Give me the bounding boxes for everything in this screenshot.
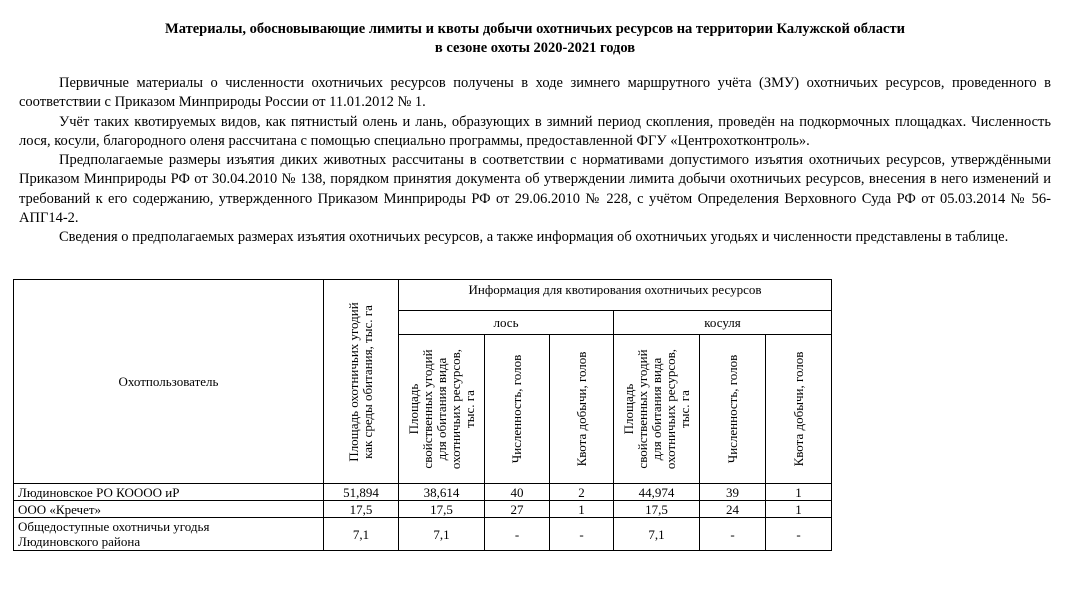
title-line-1: Материалы, обосновывающие лимиты и квоты добычи охотничьих ресурсов на территории Калужской области xyxy=(165,21,905,37)
cell-roe-quota: 1 xyxy=(766,484,832,501)
cell-elk-area: 38,614 xyxy=(399,484,485,501)
document-title xyxy=(0,20,1070,58)
cell-roe-count: - xyxy=(700,518,766,551)
cell-total-area: 7,1 xyxy=(324,518,399,551)
header-elk-quota: Квота добычи, голов xyxy=(550,335,614,484)
header-species-roe-deer: косуля xyxy=(614,311,832,335)
row-user-name: Общедоступные охотничьи угодья Людиновского района xyxy=(14,518,324,551)
cell-roe-area: 7,1 xyxy=(614,518,700,551)
table-row xyxy=(14,518,832,551)
row-user-name: ООО «Кречет» xyxy=(14,501,324,518)
cell-elk-count: 27 xyxy=(485,501,550,518)
row-user-name: Людиновское РО КОООО иР xyxy=(14,484,324,501)
header-quota-info xyxy=(399,280,832,311)
header-roe-quota: Квота добычи, голов xyxy=(766,335,832,484)
paragraph: Сведения о предполагаемых размерах изъятия охотничьих ресурсов, а также информация об охотничьих угодьях и численности представлены в таблице. xyxy=(59,229,1009,246)
header-hunting-user-label: Охотпользователь xyxy=(118,374,219,389)
header-elk-count: Численность, голов xyxy=(485,335,550,484)
header-roe-count: Численность, голов xyxy=(700,335,766,484)
cell-total-area: 17,5 xyxy=(324,501,399,518)
header-total-area xyxy=(324,280,399,484)
cell-total-area: 51,894 xyxy=(324,484,399,501)
header-quota-info-label: Информация для квотирования охотничьих ресурсов xyxy=(468,282,762,297)
cell-roe-quota: - xyxy=(766,518,832,551)
cell-elk-count: - xyxy=(485,518,550,551)
paragraph: Первичные материалы о численности охотничьих ресурсов получены в ходе зимнего маршрутного учёта (ЗМУ) охотничьих ресурсов, проведенного в соответствии с Приказом Минприроды России от 11.01.2012 № 1. xyxy=(19,75,1051,111)
cell-roe-area: 17,5 xyxy=(614,501,700,518)
header-elk-habitat-area: Площадь свойственных угодий для обитания вида охотничьих ресурсов, тыс. га xyxy=(399,335,485,484)
cell-elk-quota: 2 xyxy=(550,484,614,501)
table-row xyxy=(14,484,832,501)
document-body xyxy=(19,74,1051,248)
header-hunting-user xyxy=(14,280,324,484)
header-roe-habitat-area: Площадь свойственных угодий для обитания вида охотничьих ресурсов, тыс. га xyxy=(614,335,700,484)
header-species-elk: лось xyxy=(399,311,614,335)
title-line-2: в сезоне охоты 2020-2021 годов xyxy=(434,40,636,56)
table-row xyxy=(14,501,832,518)
cell-roe-quota: 1 xyxy=(766,501,832,518)
cell-elk-quota: 1 xyxy=(550,501,614,518)
header-total-area-label: Площадь охотничьих угодий как среды обитания, тыс. га xyxy=(346,301,375,462)
paragraph: Предполагаемые размеры изъятия диких животных рассчитаны в соответствии с нормативами допустимого изъятия охотничьих ресурсов, утверждёнными Приказом Минприроды РФ от 30.04.2010 № 138, порядком принятия документа об утверждении лимита добычи охотничьих ресурсов, внесения в него изменений и требований к его содержанию, утвержденного Приказом Минприроды РФ от 29.06.2010 № 228, с учётом Определения Верховного Суда РФ от 05.03.2014 № 56-АПГ14-2. xyxy=(19,152,1051,227)
cell-roe-count: 39 xyxy=(700,484,766,501)
cell-elk-count: 40 xyxy=(485,484,550,501)
cell-elk-quota: - xyxy=(550,518,614,551)
cell-roe-area: 44,974 xyxy=(614,484,700,501)
cell-elk-area: 17,5 xyxy=(399,501,485,518)
quota-table xyxy=(13,279,832,551)
cell-roe-count: 24 xyxy=(700,501,766,518)
cell-elk-area: 7,1 xyxy=(399,518,485,551)
paragraph: Учёт таких квотируемых видов, как пятнистый олень и лань, образующих в зимний период скопления, проведён на подкормочных площадках. Численность лося, косули, благородного оленя рассчитана с помощью специально программы, предоставленной ФГУ «Центрохотконтроль». xyxy=(19,113,1051,149)
